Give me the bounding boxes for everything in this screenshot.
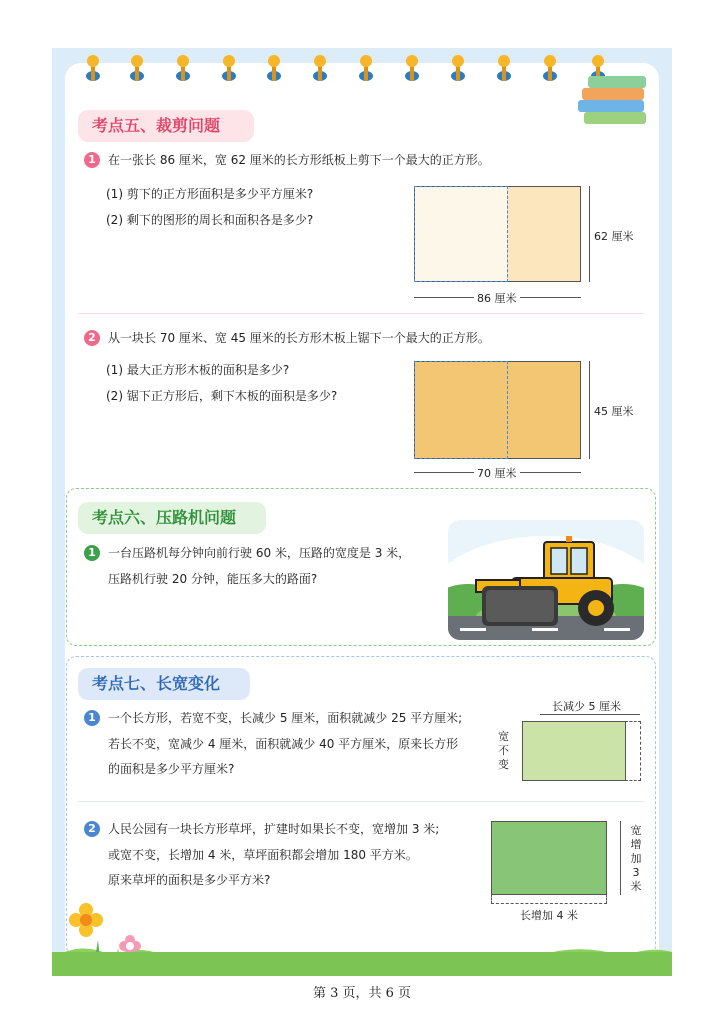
question-number-badge: 1 [84, 152, 100, 168]
grass-ground [52, 952, 672, 976]
question-line: 压路机行驶 20 分钟，能压多大的路面? [108, 572, 318, 586]
length-increase-label: 长增加 4 米 [520, 909, 578, 922]
binder-ring-icon [86, 55, 100, 81]
sub-question: (1) 剪下的正方形面积是多少平方厘米? [106, 187, 314, 201]
question-line: 若长不变，宽减少 4 厘米，面积就减少 40 平方厘米，原来长方形 [108, 737, 459, 751]
width-label: 70 厘米 [474, 465, 520, 481]
binder-ring-icon [130, 55, 144, 81]
binder-ring-icon [543, 55, 557, 81]
question-line: 或宽不变，长增加 4 米，草坪面积都会增加 180 平方米。 [108, 848, 418, 862]
question-line: 一个长方形，若宽不变，长减少 5 厘米，面积就减少 25 平方厘米; [108, 711, 463, 725]
binder-ring-icon [313, 55, 327, 81]
question-line: 的面积是多少平方厘米? [108, 762, 235, 776]
page-footer: 第 3 页，共 6 页 [312, 986, 412, 1001]
length-decrease-label: 长减少 5 厘米 [552, 700, 621, 713]
question-number-badge: 1 [84, 710, 100, 726]
divider [78, 801, 644, 802]
section-title-roller: 考点六、压路机问题 [78, 502, 266, 534]
question-stem: 在一张长 86 厘米，宽 62 厘米的长方形纸板上剪下一个最大的正方形。 [108, 153, 490, 167]
binder-ring-icon [405, 55, 419, 81]
question-line: 一台压路机每分钟向前行驶 60 米，压路的宽度是 3 米， [108, 546, 411, 560]
rectangle-shape [522, 721, 626, 781]
question-line: 原来草坪的面积是多少平方米? [108, 873, 271, 887]
height-label: 62 厘米 [594, 230, 634, 243]
square-outline [414, 361, 508, 459]
question-number-badge: 1 [84, 545, 100, 561]
square-outline [414, 186, 508, 282]
height-dimension-line [589, 186, 590, 282]
sub-question: (1) 最大正方形木板的面积是多少? [106, 363, 290, 377]
binder-ring-icon [359, 55, 373, 81]
binder-ring-icon [267, 55, 281, 81]
binder-ring-icon [497, 55, 511, 81]
books-icon [578, 76, 658, 130]
section-title-cutting: 考点五、裁剪问题 [78, 110, 254, 142]
question-number-badge: 2 [84, 821, 100, 837]
height-label: 45 厘米 [594, 405, 634, 418]
binder-ring-icon [451, 55, 465, 81]
sub-question: (2) 锯下正方形后，剩下木板的面积是多少? [106, 389, 338, 403]
dimension-line [620, 821, 621, 895]
binder-ring-icon [222, 55, 236, 81]
remaining-region [507, 186, 581, 282]
divider [78, 313, 644, 314]
question-number-badge: 2 [84, 330, 100, 346]
road-roller-illustration [448, 520, 644, 640]
question-stem: 从一块长 70 厘米、宽 45 厘米的长方形木板上锯下一个最大的正方形。 [108, 331, 490, 345]
height-dimension-line [589, 361, 590, 459]
lawn-rectangle [491, 821, 607, 895]
width-unchanged-label: 宽 不 变 [498, 730, 509, 771]
removed-strip [625, 721, 641, 781]
dimension-line [540, 714, 640, 715]
binder-ring-icon [176, 55, 190, 81]
section-title-dimension-change: 考点七、长宽变化 [78, 668, 250, 700]
question-line: 人民公园有一块长方形草坪，扩建时如果长不变，宽增加 3 米; [108, 822, 440, 836]
width-increase-label: 宽 增 加 3 米 [630, 824, 642, 893]
sub-question: (2) 剩下的图形的周长和面积各是多少? [106, 213, 314, 227]
width-label: 86 厘米 [474, 290, 520, 306]
